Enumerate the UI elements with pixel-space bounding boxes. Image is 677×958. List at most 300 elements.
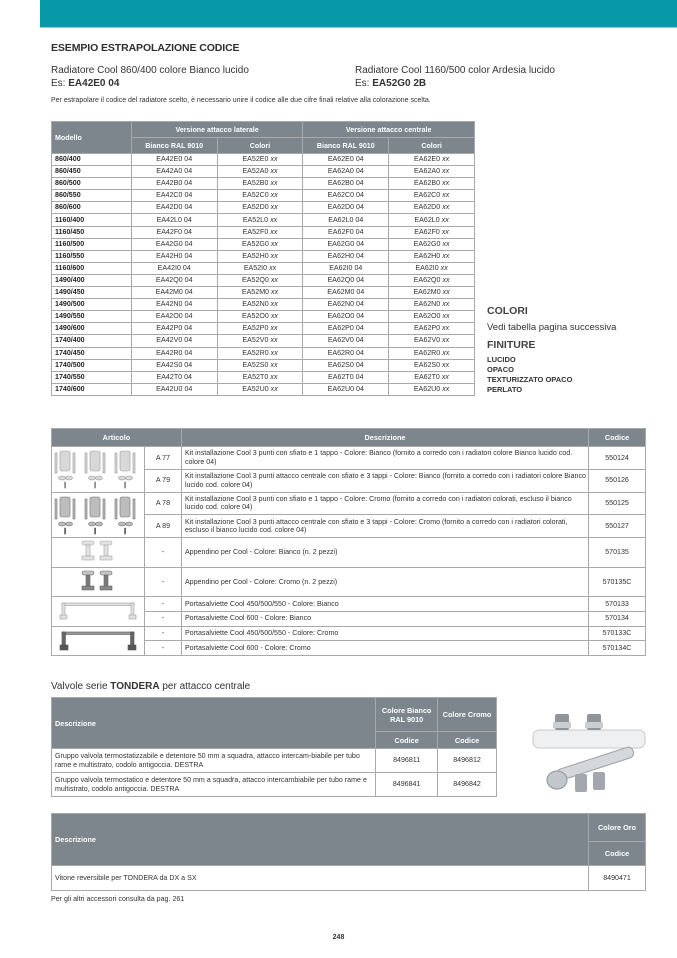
color-suffix-placeholder: xx: [442, 360, 450, 369]
lateral-colori-code: [217, 226, 303, 238]
header-descrizione: Descrizione: [52, 698, 376, 749]
color-suffix-placeholder: xx: [442, 348, 450, 357]
model-name: 860/550: [52, 190, 132, 202]
table-row: [52, 538, 646, 568]
model-name: 1490/500: [52, 299, 132, 311]
header-cromo: Colore Cromo: [438, 698, 497, 732]
code-prefix: EA52O0: [242, 312, 269, 321]
central-bianco-code: EA62T0 04: [303, 371, 389, 383]
code-prefix: EA62L0: [414, 215, 440, 224]
color-suffix-placeholder: xx: [270, 348, 278, 357]
appendino-cromo-image: [52, 567, 145, 597]
model-name: 1160/450: [52, 226, 132, 238]
description: Portasalviette Cool 450/500/550 - Colore: Cromo: [181, 626, 588, 641]
table-row: [52, 274, 475, 286]
finiture-list: [487, 355, 572, 395]
central-bianco-code: EA62S0 04: [303, 359, 389, 371]
code-prefix: EA62Q0: [413, 275, 441, 284]
code-prefix: EA62I0: [415, 263, 439, 272]
color-suffix-placeholder: xx: [442, 251, 450, 260]
code-prefix: EA62V0: [414, 336, 441, 345]
color-suffix-placeholder: xx: [271, 288, 279, 297]
code-prefix: EA52M0: [241, 288, 270, 297]
example-2-code: EA52G0 2B: [372, 78, 427, 89]
lateral-colori-code: [217, 190, 303, 202]
table-row: [52, 347, 475, 359]
color-suffix-placeholder: xx: [270, 203, 278, 212]
model-name: 1160/400: [52, 214, 132, 226]
code-prefix: EA52V0: [242, 336, 269, 345]
central-bianco-code: EA62A0 04: [303, 166, 389, 178]
lateral-bianco-code: EA42G0 04: [131, 238, 217, 250]
color-suffix-placeholder: xx: [270, 312, 278, 321]
model-name: 860/400: [52, 154, 132, 166]
lateral-bianco-code: EA42U0 04: [131, 383, 217, 395]
description: Portasalviette Cool 600 - Colore: Bianco: [181, 611, 588, 626]
central-bianco-code: EA62O0 04: [303, 311, 389, 323]
example-2-desc: Radiatore Cool 1160/500 color Ardesia lucido: [355, 65, 555, 76]
color-suffix-placeholder: xx: [441, 372, 449, 381]
model-name: 860/500: [52, 178, 132, 190]
code-prefix: EA62C0: [413, 191, 441, 200]
article-code: -: [145, 567, 182, 597]
color-suffix-placeholder: xx: [270, 372, 278, 381]
example-1-code: EA42E0 04: [68, 78, 120, 89]
code-prefix: EA52H0: [242, 251, 269, 260]
color-suffix-placeholder: xx: [270, 251, 278, 260]
central-bianco-code: EA62E0 04: [303, 154, 389, 166]
central-bianco-code: EA62V0 04: [303, 335, 389, 347]
color-suffix-placeholder: xx: [270, 215, 278, 224]
colori-title: COLORI: [487, 305, 528, 317]
central-bianco-code: EA62M0 04: [303, 287, 389, 299]
lateral-bianco-code: EA42Q0 04: [131, 274, 217, 286]
article-code: -: [145, 611, 182, 626]
article-code: A 89: [145, 515, 182, 538]
finitura-item: PERLATO: [487, 385, 523, 394]
model-name: 1160/500: [52, 238, 132, 250]
table-row: [52, 371, 475, 383]
table-row: [52, 597, 646, 612]
model-name: 1490/450: [52, 287, 132, 299]
code-prefix: EA52B0: [242, 179, 269, 188]
lateral-bianco-code: EA42E0 04: [131, 154, 217, 166]
code-prefix: EA62R0: [413, 348, 441, 357]
central-colori-code: [389, 238, 475, 250]
portasalviette-cromo-image: [52, 626, 145, 656]
central-bianco-code: EA62F0 04: [303, 226, 389, 238]
color-suffix-placeholder: xx: [440, 263, 448, 272]
lateral-bianco-code: EA42C0 04: [131, 190, 217, 202]
lateral-bianco-code: EA42O0 04: [131, 311, 217, 323]
description: Kit installazione Cool 3 punti attacco centrale con sfiato e 3 tappi - Colore: Cromo (fornito a corredo con i radiatori colorati, escluso il bianco lucido cod. colore 04): [181, 515, 588, 538]
header-cen-bianco: Bianco RAL 9010: [303, 138, 389, 154]
central-colori-code: [389, 311, 475, 323]
lateral-colori-code: [217, 347, 303, 359]
central-colori-code: [389, 299, 475, 311]
central-bianco-code: EA62D0 04: [303, 202, 389, 214]
accessories-table: [51, 428, 646, 656]
lateral-colori-code: [217, 371, 303, 383]
code-prefix: EA52N0: [242, 300, 269, 309]
example-1-desc: Radiatore Cool 860/400 colore Bianco lucido: [51, 65, 249, 76]
finitura-item: TEXTURIZZATO OPACO: [487, 375, 573, 384]
central-colori-code: [389, 154, 475, 166]
color-suffix-placeholder: xx: [442, 167, 450, 176]
color-suffix-placeholder: xx: [270, 191, 278, 200]
color-suffix-placeholder: xx: [270, 300, 278, 309]
lateral-bianco-code: EA42T0 04: [131, 371, 217, 383]
code-bianco: 8496811: [376, 749, 438, 773]
color-suffix-placeholder: xx: [442, 336, 450, 345]
table-row: [52, 250, 475, 262]
article-code: A 77: [145, 447, 182, 470]
central-colori-code: [389, 202, 475, 214]
appendino-bianco-image: [52, 538, 145, 568]
table-row: [52, 359, 475, 371]
code-bianco: 8496841: [376, 773, 438, 797]
color-suffix-placeholder: xx: [442, 384, 450, 393]
example-2-prefix: Es:: [355, 78, 373, 89]
central-bianco-code: EA62H0 04: [303, 250, 389, 262]
color-suffix-placeholder: xx: [442, 203, 450, 212]
valve-product-image: [525, 700, 655, 800]
color-suffix-placeholder: xx: [442, 312, 450, 321]
lateral-colori-code: [217, 323, 303, 335]
finitura-item: OPACO: [487, 365, 514, 374]
lateral-bianco-code: EA42L0 04: [131, 214, 217, 226]
code-prefix: EA62S0: [414, 360, 441, 369]
code-prefix: EA62G0: [413, 239, 441, 248]
central-bianco-code: EA62N0 04: [303, 299, 389, 311]
central-colori-code: [389, 359, 475, 371]
model-name: 1740/550: [52, 371, 132, 383]
central-colori-code: [389, 226, 475, 238]
lateral-bianco-code: EA42A0 04: [131, 166, 217, 178]
central-bianco-code: EA62L0 04: [303, 214, 389, 226]
product-code: 570133: [589, 597, 646, 612]
header-codice-bianco: Codice: [376, 732, 438, 749]
central-colori-code: [389, 323, 475, 335]
header-codice-cromo: Codice: [438, 732, 497, 749]
color-suffix-placeholder: xx: [442, 275, 450, 284]
description: Vitone reversibile per TONDERA da DX a SX: [52, 866, 589, 891]
central-bianco-code: EA62I0 04: [303, 262, 389, 274]
table-row: [52, 299, 475, 311]
color-suffix-placeholder: xx: [442, 191, 450, 200]
color-suffix-placeholder: xx: [270, 167, 278, 176]
central-colori-code: [389, 383, 475, 395]
color-suffix-placeholder: xx: [270, 155, 278, 164]
article-code: A 79: [145, 469, 182, 492]
accessories-reference-note: Per gli altri accessori consulta da pag. 261: [51, 895, 185, 903]
color-suffix-placeholder: xx: [270, 384, 278, 393]
model-name: 1740/400: [52, 335, 132, 347]
lateral-bianco-code: EA42F0 04: [131, 226, 217, 238]
description: Gruppo valvola termostatizzabile e detentore 50 mm a squadra, attacco intercam-biabile per tubo rame e multistrato, codolo antigoccia. DESTRA: [52, 749, 376, 773]
lateral-colori-code: [217, 154, 303, 166]
code-prefix: EA62N0: [413, 300, 441, 309]
central-colori-code: [389, 178, 475, 190]
lateral-colori-code: [217, 214, 303, 226]
code-prefix: EA52C0: [242, 191, 269, 200]
table-row: [52, 335, 475, 347]
page-number: 248: [332, 934, 345, 941]
description: Gruppo valvola termostatico e detentore 50 mm a squadra, attacco intercambiabile per tubo rame e multistrato, codolo antigoccia. DESTRA: [52, 773, 376, 797]
central-bianco-code: EA62Q0 04: [303, 274, 389, 286]
color-suffix-placeholder: xx: [270, 239, 278, 248]
code-prefix: EA52D0: [242, 203, 269, 212]
code-cromo: 8496812: [438, 749, 497, 773]
lateral-colori-code: [217, 383, 303, 395]
description: Kit installazione Cool 3 punti con sfiato e 1 tappo - Colore: Cromo (fornito a corredo con i radiatori colorati, escluso il bianco lucido cod. colore 04): [181, 492, 588, 515]
product-code: 8490471: [589, 866, 646, 891]
lateral-bianco-code: EA42P0 04: [131, 323, 217, 335]
lateral-colori-code: [217, 287, 303, 299]
central-colori-code: [389, 262, 475, 274]
code-prefix: EA52P0: [242, 324, 269, 333]
finitura-item: LUCIDO: [487, 355, 516, 364]
header-modello: Modello: [52, 122, 132, 154]
header-codice: Codice: [589, 429, 646, 447]
central-bianco-code: EA62R0 04: [303, 347, 389, 359]
code-prefix: EA52Q0: [242, 275, 269, 284]
valves-table: [51, 697, 497, 797]
description: Portasalviette Cool 450/500/550 - Colore: Bianco: [181, 597, 588, 612]
central-colori-code: [389, 190, 475, 202]
code-prefix: EA52S0: [242, 360, 269, 369]
color-suffix-placeholder: xx: [442, 300, 450, 309]
finiture-title: FINITURE: [487, 339, 536, 351]
lateral-colori-code: [217, 274, 303, 286]
product-code: 570134: [589, 611, 646, 626]
table-row: [52, 166, 475, 178]
header-laterale: Versione attacco laterale: [131, 122, 303, 138]
header-band: [40, 0, 677, 28]
lateral-bianco-code: EA42S0 04: [131, 359, 217, 371]
valves-title-suffix: per attacco centrale: [159, 681, 251, 692]
product-code: 570135: [589, 538, 646, 568]
central-bianco-code: EA62G0 04: [303, 238, 389, 250]
product-code: 550127: [589, 515, 646, 538]
table-row: [52, 238, 475, 250]
valves-section-title: [51, 681, 250, 692]
code-prefix: EA62O0: [413, 312, 441, 321]
table-row: [52, 311, 475, 323]
header-descrizione: Descrizione: [181, 429, 588, 447]
description: Portasalviette Cool 600 - Colore: Cromo: [181, 641, 588, 656]
code-prefix: EA52F0: [242, 227, 269, 236]
lateral-colori-code: [217, 250, 303, 262]
color-suffix-placeholder: xx: [441, 227, 449, 236]
lateral-bianco-code: EA42V0 04: [131, 335, 217, 347]
central-colori-code: [389, 250, 475, 262]
code-prefix: EA62D0: [413, 203, 441, 212]
model-name: 860/450: [52, 166, 132, 178]
color-suffix-placeholder: xx: [442, 239, 450, 248]
lateral-bianco-code: EA42R0 04: [131, 347, 217, 359]
article-code: A 78: [145, 492, 182, 515]
color-suffix-placeholder: xx: [270, 179, 278, 188]
model-name: 1740/600: [52, 383, 132, 395]
code-prefix: EA62U0: [413, 384, 441, 393]
color-suffix-placeholder: xx: [269, 263, 277, 272]
central-bianco-code: EA62U0 04: [303, 383, 389, 395]
table-row: [52, 287, 475, 299]
product-code: 570134C: [589, 641, 646, 656]
code-prefix: EA62P0: [414, 324, 441, 333]
lateral-colori-code: [217, 335, 303, 347]
lateral-bianco-code: EA42M0 04: [131, 287, 217, 299]
code-prefix: EA62B0: [414, 179, 441, 188]
model-name: 1490/600: [52, 323, 132, 335]
code-note: Per estrapolare il codice del radiatore scelto, è necessario unire il codice alle due cifre finali relative alla colorazione scelta.: [51, 97, 431, 104]
code-prefix: EA52R0: [242, 348, 269, 357]
section-title: ESEMPIO ESTRAPOLAZIONE CODICE: [51, 42, 240, 54]
table-row: [52, 214, 475, 226]
code-prefix: EA62M0: [413, 288, 441, 297]
table-row: [52, 190, 475, 202]
table-row: [52, 447, 646, 470]
code-prefix: EA52I0: [243, 263, 268, 272]
header-bianco: Colore Bianco RAL 9010: [376, 698, 438, 732]
code-prefix: EA52T0: [242, 372, 269, 381]
code-prefix: EA62A0: [414, 167, 441, 176]
table-row: [52, 773, 497, 797]
central-bianco-code: EA62C0 04: [303, 190, 389, 202]
lateral-colori-code: [217, 262, 303, 274]
lateral-bianco-code: EA42N0 04: [131, 299, 217, 311]
lateral-colori-code: [217, 238, 303, 250]
table-row: [52, 492, 646, 515]
code-prefix: EA62E0: [414, 155, 441, 164]
colori-text: Vedi tabella pagina successiva: [487, 322, 617, 333]
portasalviette-bianco-image: [52, 597, 145, 627]
central-colori-code: [389, 371, 475, 383]
lateral-colori-code: [217, 202, 303, 214]
color-suffix-placeholder: xx: [442, 288, 450, 297]
lateral-bianco-code: EA42I0 04: [131, 262, 217, 274]
article-code: -: [145, 597, 182, 612]
model-name: 1160/600: [52, 262, 132, 274]
color-suffix-placeholder: xx: [270, 275, 278, 284]
table-row: [52, 262, 475, 274]
product-code: 570135C: [589, 567, 646, 597]
code-prefix: EA52E0: [242, 155, 269, 164]
code-prefix: EA52A0: [242, 167, 269, 176]
description: Appendino per Cool - Colore: Cromo (n. 2 pezzi): [181, 567, 588, 597]
article-code: -: [145, 626, 182, 641]
vitone-table: [51, 813, 646, 891]
code-prefix: EA62T0: [414, 372, 440, 381]
example-1-prefix: Es:: [51, 78, 69, 89]
table-row: [52, 383, 475, 395]
kit-cromo-image: [52, 492, 145, 538]
product-code: 550125: [589, 492, 646, 515]
table-row: [52, 202, 475, 214]
color-suffix-placeholder: xx: [442, 155, 450, 164]
central-colori-code: [389, 287, 475, 299]
model-name: 860/600: [52, 202, 132, 214]
model-name: 1740/450: [52, 347, 132, 359]
color-suffix-placeholder: xx: [441, 215, 449, 224]
article-code: -: [145, 641, 182, 656]
product-code: 570133C: [589, 626, 646, 641]
table-row: [52, 154, 475, 166]
header-articolo: Articolo: [52, 429, 182, 447]
model-name: 1490/550: [52, 311, 132, 323]
lateral-bianco-code: EA42H0 04: [131, 250, 217, 262]
code-prefix: EA62F0: [414, 227, 440, 236]
code-prefix: EA52U0: [242, 384, 269, 393]
table-row: [52, 323, 475, 335]
central-colori-code: [389, 274, 475, 286]
lateral-bianco-code: EA42D0 04: [131, 202, 217, 214]
example-1-code-line: [51, 78, 119, 89]
header-centrale: Versione attacco centrale: [303, 122, 475, 138]
color-suffix-placeholder: xx: [270, 324, 278, 333]
central-colori-code: [389, 335, 475, 347]
lateral-colori-code: [217, 178, 303, 190]
table-row: [52, 567, 646, 597]
color-suffix-placeholder: xx: [270, 360, 278, 369]
product-code: 550126: [589, 469, 646, 492]
header-codice: Codice: [589, 842, 646, 866]
color-suffix-placeholder: xx: [270, 227, 278, 236]
product-code: 550124: [589, 447, 646, 470]
table-row: [52, 749, 497, 773]
description: Kit installazione Cool 3 punti con sfiato e 1 tappo - Colore: Bianco (fornito a corredo con i radiatori colore Bianco lucido cod. colore 04): [181, 447, 588, 470]
table-row: [52, 226, 475, 238]
central-colori-code: [389, 166, 475, 178]
header-cen-colori: Colori: [389, 138, 475, 154]
article-code: -: [145, 538, 182, 568]
description: Kit installazione Cool 3 punti attacco centrale con sfiato e 3 tappi - Colore: Bianco (fornito a corredo con i radiatori colore Bianco lucido cod. colore 04): [181, 469, 588, 492]
central-colori-code: [389, 347, 475, 359]
lateral-colori-code: [217, 299, 303, 311]
valves-title-brand: TONDERA: [110, 681, 160, 692]
central-colori-code: [389, 214, 475, 226]
code-cromo: 8496842: [438, 773, 497, 797]
code-prefix: EA52L0: [242, 215, 269, 224]
model-code-table: [51, 121, 475, 396]
header-descrizione: Descrizione: [52, 814, 589, 866]
central-bianco-code: EA62P0 04: [303, 323, 389, 335]
color-suffix-placeholder: xx: [442, 324, 450, 333]
lateral-colori-code: [217, 166, 303, 178]
lateral-colori-code: [217, 359, 303, 371]
code-prefix: EA52G0: [242, 239, 269, 248]
table-row: [52, 178, 475, 190]
color-suffix-placeholder: xx: [270, 336, 278, 345]
color-suffix-placeholder: xx: [442, 179, 450, 188]
header-oro: Colore Oro: [589, 814, 646, 842]
example-2-code-line: [355, 78, 426, 89]
valves-title-prefix: Valvole serie: [51, 681, 111, 692]
model-name: 1740/500: [52, 359, 132, 371]
header-lat-colori: Colori: [217, 138, 303, 154]
lateral-bianco-code: EA42B0 04: [131, 178, 217, 190]
table-row: [52, 626, 646, 641]
header-lat-bianco: Bianco RAL 9010: [131, 138, 217, 154]
model-name: 1160/550: [52, 250, 132, 262]
central-bianco-code: EA62B0 04: [303, 178, 389, 190]
table-row: [52, 866, 646, 891]
lateral-colori-code: [217, 311, 303, 323]
description: Appendino per Cool - Colore: Bianco (n. 2 pezzi): [181, 538, 588, 568]
kit-bianco-image: [52, 447, 145, 493]
code-prefix: EA62H0: [413, 251, 441, 260]
